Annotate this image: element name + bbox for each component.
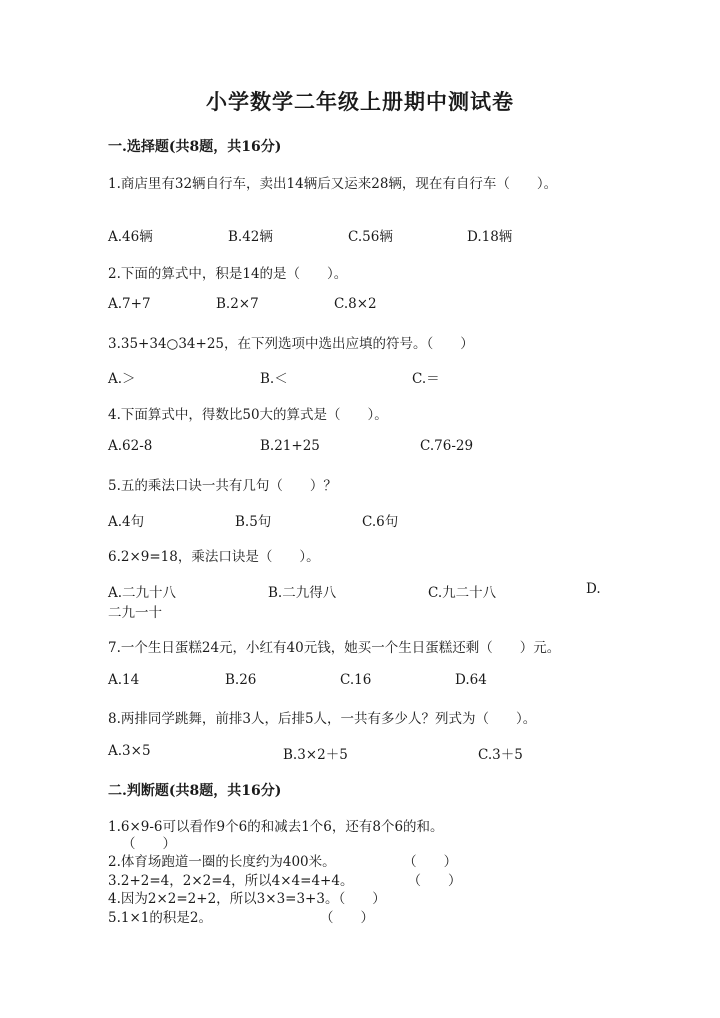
question-4-stem: 4.下面算式中，得数比50大的算式是（ ）。 [108, 407, 388, 423]
question-3-option-a: A.＞ [108, 371, 136, 387]
question-3-option-c: C.＝ [412, 371, 440, 387]
section-heading-choice: 一.选择题(共8题，共16分) [108, 139, 282, 155]
question-2-option-c: C.8×2 [334, 296, 377, 312]
question-6-option-d-text: 二九一十 [108, 605, 162, 621]
judgement-item-1-bracket: （ ） [122, 836, 176, 852]
question-8-option-a: A.3×5 [108, 743, 151, 759]
question-8-stem: 8.两排同学跳舞，前排3人，后排5人，一共有多少人？列式为（ ）。 [108, 711, 537, 727]
question-1-option-a: A.46辆 [108, 229, 153, 245]
question-5-stem: 5.五的乘法口诀一共有几句（ ）？ [108, 478, 337, 494]
question-5-option-b: B.5句 [235, 514, 272, 530]
section-heading-judgement: 二.判断题(共8题，共16分) [108, 783, 282, 799]
question-1-option-d: D.18辆 [467, 229, 513, 245]
judgement-item-2: 2.体育场跑道一圈的长度约为400米。 （ ） [108, 854, 458, 870]
question-7-option-c: C.16 [340, 672, 372, 688]
judgement-item-4: 4.因为2×2=2+2，所以3×3=3+3。（ ） [108, 891, 386, 907]
question-4-option-b: B.21+25 [260, 438, 320, 454]
question-3-option-b: B.＜ [260, 371, 288, 387]
question-1-option-c: C.56辆 [348, 229, 393, 245]
question-6-option-b: B.二九得八 [268, 585, 337, 601]
question-6-stem: 6.2×9=18，乘法口诀是（ ）。 [108, 549, 320, 565]
question-4-option-a: A.62-8 [108, 438, 153, 454]
judgement-item-1: 1.6×9-6可以看作9个6的和减去1个6，还有8个6的和。 [108, 819, 444, 835]
question-7-option-a: A.14 [108, 672, 140, 688]
question-1-stem: 1.商店里有32辆自行车，卖出14辆后又运来28辆，现在有自行车（ ）。 [108, 176, 558, 192]
question-7-option-d: D.64 [455, 672, 487, 688]
question-2-stem: 2.下面的算式中，积是14的是（ ）。 [108, 266, 348, 282]
question-7-stem: 7.一个生日蛋糕24元，小红有40元钱，她买一个生日蛋糕还剩（ ）元。 [108, 640, 561, 656]
question-7-option-b: B.26 [225, 672, 257, 688]
question-6-option-c: C.九二十八 [428, 585, 497, 601]
question-3-stem: 3.35+34○34+25，在下列选项中选出应填的符号。（ ） [108, 336, 474, 352]
judgement-item-5: 5.1×1的积是2。 （ ） [108, 910, 374, 926]
question-5-option-a: A.4句 [108, 514, 145, 530]
question-6-option-d: D. [586, 581, 601, 597]
question-5-option-c: C.6句 [362, 514, 399, 530]
question-6-option-a: A.二九十八 [108, 585, 177, 601]
question-1-option-b: B.42辆 [228, 229, 273, 245]
judgement-item-3: 3.2+2=4，2×2=4，所以4×4=4+4。 （ ） [108, 873, 462, 889]
question-4-option-c: C.76-29 [420, 438, 474, 454]
question-8-option-c: C.3＋5 [478, 747, 523, 763]
question-2-option-a: A.7+7 [108, 296, 151, 312]
question-8-option-b: B.3×2＋5 [283, 747, 348, 763]
question-2-option-b: B.2×7 [216, 296, 259, 312]
page-title: 小学数学二年级上册期中测试卷 [206, 89, 514, 114]
